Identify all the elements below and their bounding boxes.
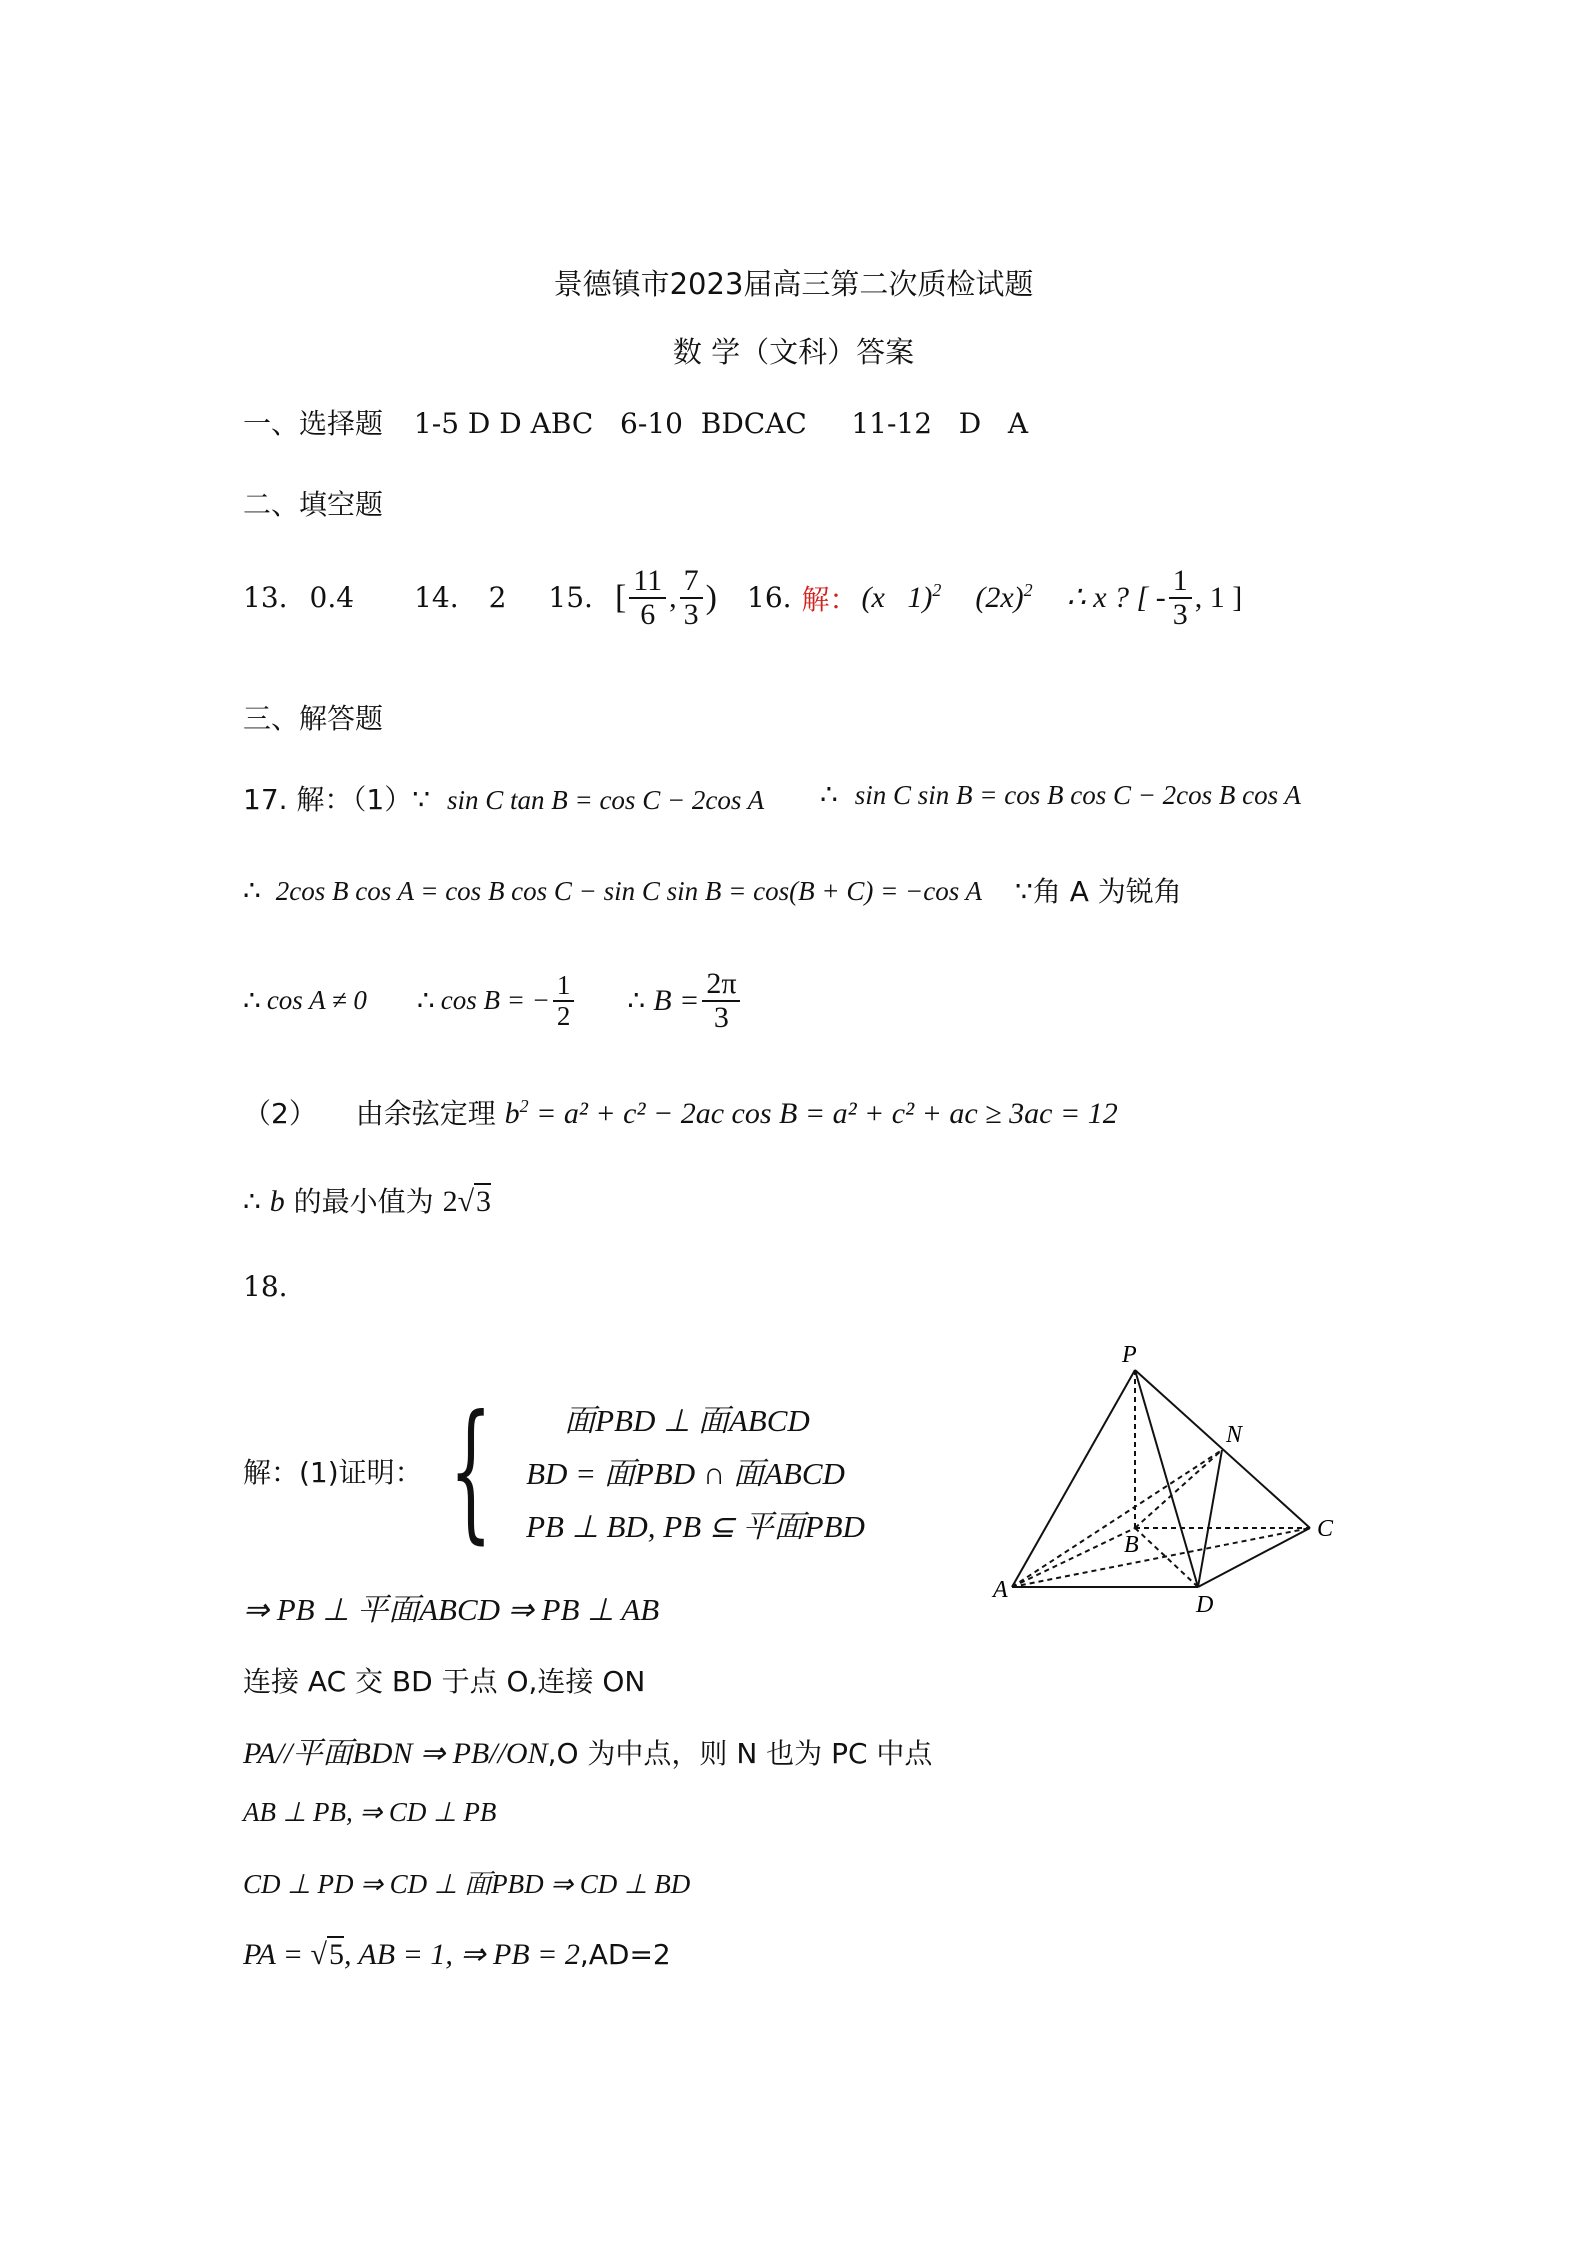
q17-concl-pre: ∴: [243, 1185, 261, 1218]
edge-AC: [1012, 1528, 1310, 1587]
q16-fraction: [1169, 565, 1192, 630]
q18-line-last-tail: ,AD=2: [579, 1938, 671, 1971]
q16-expr2: [975, 580, 1032, 615]
q17-eq4b-frac: [553, 971, 575, 1030]
q16-jie: 解：: [801, 582, 858, 616]
choice-answers: 1-5 D D ABC 6-10 BDCAC 11-12 D A: [413, 407, 1029, 440]
q14-number: 14.: [414, 581, 459, 614]
q17-concl-3: 3: [476, 1185, 492, 1218]
q17-eq4b-pre: ∴: [416, 984, 435, 1017]
label-D: D: [1196, 1592, 1214, 1618]
label-C: C: [1317, 1516, 1334, 1542]
q15-open-bracket: [: [614, 578, 627, 616]
q17-part2-label: （2）: [243, 1097, 317, 1130]
q17-eq4c-num: 2π: [702, 968, 740, 1002]
q18-proof-label: 解：(1)证明：: [243, 1455, 423, 1489]
edge-DN: [1198, 1450, 1222, 1587]
q18-brace-l2: BD = 面PBD ∩ 面ABCD: [526, 1456, 845, 1491]
q17-eq4b: cos B = −: [440, 985, 550, 1015]
q17-eq4b-num: 1: [553, 971, 575, 1001]
q17-eq1: sin C tan B = cos C − 2cos A: [446, 785, 765, 815]
q18-brace-lines: [526, 1395, 865, 1546]
q16-expr2-sup: 2: [1023, 580, 1033, 600]
q18-line-last-pre: PA =: [243, 1938, 311, 1971]
q17-eq4c-den: 3: [713, 1000, 729, 1034]
section-choice: [243, 402, 1028, 442]
q17-part2-sup: 2: [519, 1096, 529, 1116]
q15-close-bracket: ): [705, 578, 717, 616]
q16-expr1: [862, 580, 942, 615]
q15-f1-den: 6: [640, 597, 656, 631]
q18-sqrt5-radicand: 5: [328, 1938, 344, 1971]
q17-concl-2: 2: [442, 1185, 458, 1218]
q18-line-pa-tail: ,O 为中点，则 N 也为 PC 中点: [547, 1737, 933, 1770]
q18-line-ab: AB ⊥ PB, ⇒ CD ⊥ PB: [243, 1797, 497, 1827]
q16-number: 16.: [747, 581, 792, 614]
q17-eq4b-den: 2: [556, 1000, 571, 1031]
label-A: A: [993, 1577, 1008, 1603]
q17-line2: [243, 874, 982, 907]
q15-fraction-2: [680, 565, 703, 630]
label-P: P: [1122, 1342, 1137, 1368]
q15-f2-den: 3: [683, 597, 699, 631]
q17-line1: [243, 778, 764, 818]
q18-sqrt5: √5: [310, 1938, 344, 1971]
section-choice-label: 一、选择题: [243, 407, 384, 440]
q17-eq2: sin C sin B = cos B cos C − 2cos B cos A: [854, 780, 1301, 810]
q13-number: 13.: [243, 581, 288, 614]
q13-answer: 0.4: [309, 581, 355, 614]
q16-expr1-text: (x 1): [861, 581, 933, 614]
q17-eq4a-pre: ∴: [243, 984, 261, 1017]
q18-connect: 连接 AC 交 BD 于点 O,连接 ON: [243, 1665, 646, 1698]
q18-implication: ⇒ PB ⊥ 平面ABCD ⇒ PB ⊥ AB: [243, 1592, 660, 1627]
q17-eq3-note: ∵角 A 为锐角: [1015, 875, 1182, 908]
q18-number: 18.: [243, 1270, 288, 1303]
q16-therefore: ∴ x ? [ -: [1066, 581, 1166, 614]
q18-line-pa: [243, 1728, 932, 1772]
q17-intro: 17. 解：（1）∵: [243, 783, 431, 816]
q18-brace-l1: 面PBD ⊥ 面ABCD: [564, 1403, 810, 1438]
q16-frac-den: 3: [1172, 597, 1188, 631]
doc-subtitle: 数 学（文科）答案: [672, 335, 915, 369]
q18-line-last-mid: , AB = 1, ⇒ PB = 2: [343, 1938, 580, 1971]
q17-eq4a: cos A ≠ 0: [266, 985, 367, 1015]
q17-eq4c: B =: [653, 983, 700, 1017]
q17-part2-b: b: [504, 1097, 520, 1130]
q17-concl-text: 的最小值为: [293, 1185, 434, 1218]
q14-answer: 2: [488, 581, 507, 614]
q15-f2-num: 7: [680, 565, 703, 599]
q17-concl-value: 2√3: [442, 1185, 492, 1218]
left-brace-icon: {: [448, 1383, 492, 1558]
q17-conclusion: [243, 1180, 491, 1220]
q17-concl-b: b: [269, 1185, 285, 1218]
q17-eq3-pre: ∴: [243, 874, 261, 907]
doc-title: 景德镇市2023届高三第二次质检试题: [553, 267, 1034, 301]
fill-answers-row: [243, 565, 1242, 630]
q17-eq3: 2cos B cos A = cos B cos C − sin C sin B = cos(B + C) = −cos A: [275, 876, 983, 906]
section-fill-label: 二、填空题: [243, 488, 384, 521]
q17-eq2-pre: ∴: [820, 778, 838, 811]
q16-frac-num: 1: [1169, 565, 1192, 599]
q18-brace-block: [423, 1383, 865, 1558]
label-B: B: [1124, 1532, 1139, 1558]
q18-brace-l3: PB ⊥ BD, PB ⊆ 平面PBD: [526, 1509, 865, 1544]
q16-expr1-sup: 2: [932, 580, 942, 600]
q15-f1-num: 11: [629, 565, 666, 599]
edge-PD: [1135, 1370, 1198, 1587]
q17-line1b: [820, 778, 1301, 811]
q16-tail: , 1 ]: [1194, 580, 1243, 614]
q18-line-cd: CD ⊥ PD ⇒ CD ⊥ 面PBD ⇒ CD ⊥ BD: [243, 1869, 691, 1899]
label-N: N: [1226, 1422, 1243, 1448]
q17-part2-rest: = a² + c² − 2ac cos B = a² + c² + ac ≥ 3ac = 12: [528, 1097, 1118, 1130]
q15-fraction-1: [629, 565, 666, 630]
q18-line-pa-eq: PA//平面BDN ⇒ PB//ON: [243, 1737, 548, 1770]
q15-number: 15.: [548, 581, 593, 614]
q17-part2-eq: [505, 1097, 1118, 1130]
q18-line-last: [243, 1937, 671, 1972]
q17-line3: [243, 968, 743, 1033]
q18-proof-system: [243, 1383, 865, 1558]
edge-PC: [1135, 1370, 1310, 1528]
q17-part2-text: 由余弦定理: [355, 1097, 496, 1130]
section-solve-label: 三、解答题: [243, 702, 384, 735]
edge-AN: [1012, 1450, 1222, 1587]
edge-AB: [1012, 1528, 1135, 1587]
pyramid-figure: [990, 1340, 1350, 1620]
q17-eq4c-pre: ∴: [627, 984, 646, 1017]
q15-comma: ,: [669, 580, 677, 614]
q16-expr2-text: (2x): [975, 581, 1024, 614]
edge-DC: [1198, 1528, 1310, 1587]
edge-PA: [1012, 1370, 1135, 1587]
q17-part2: [243, 1092, 1118, 1132]
q17-eq4c-frac: [702, 968, 740, 1033]
